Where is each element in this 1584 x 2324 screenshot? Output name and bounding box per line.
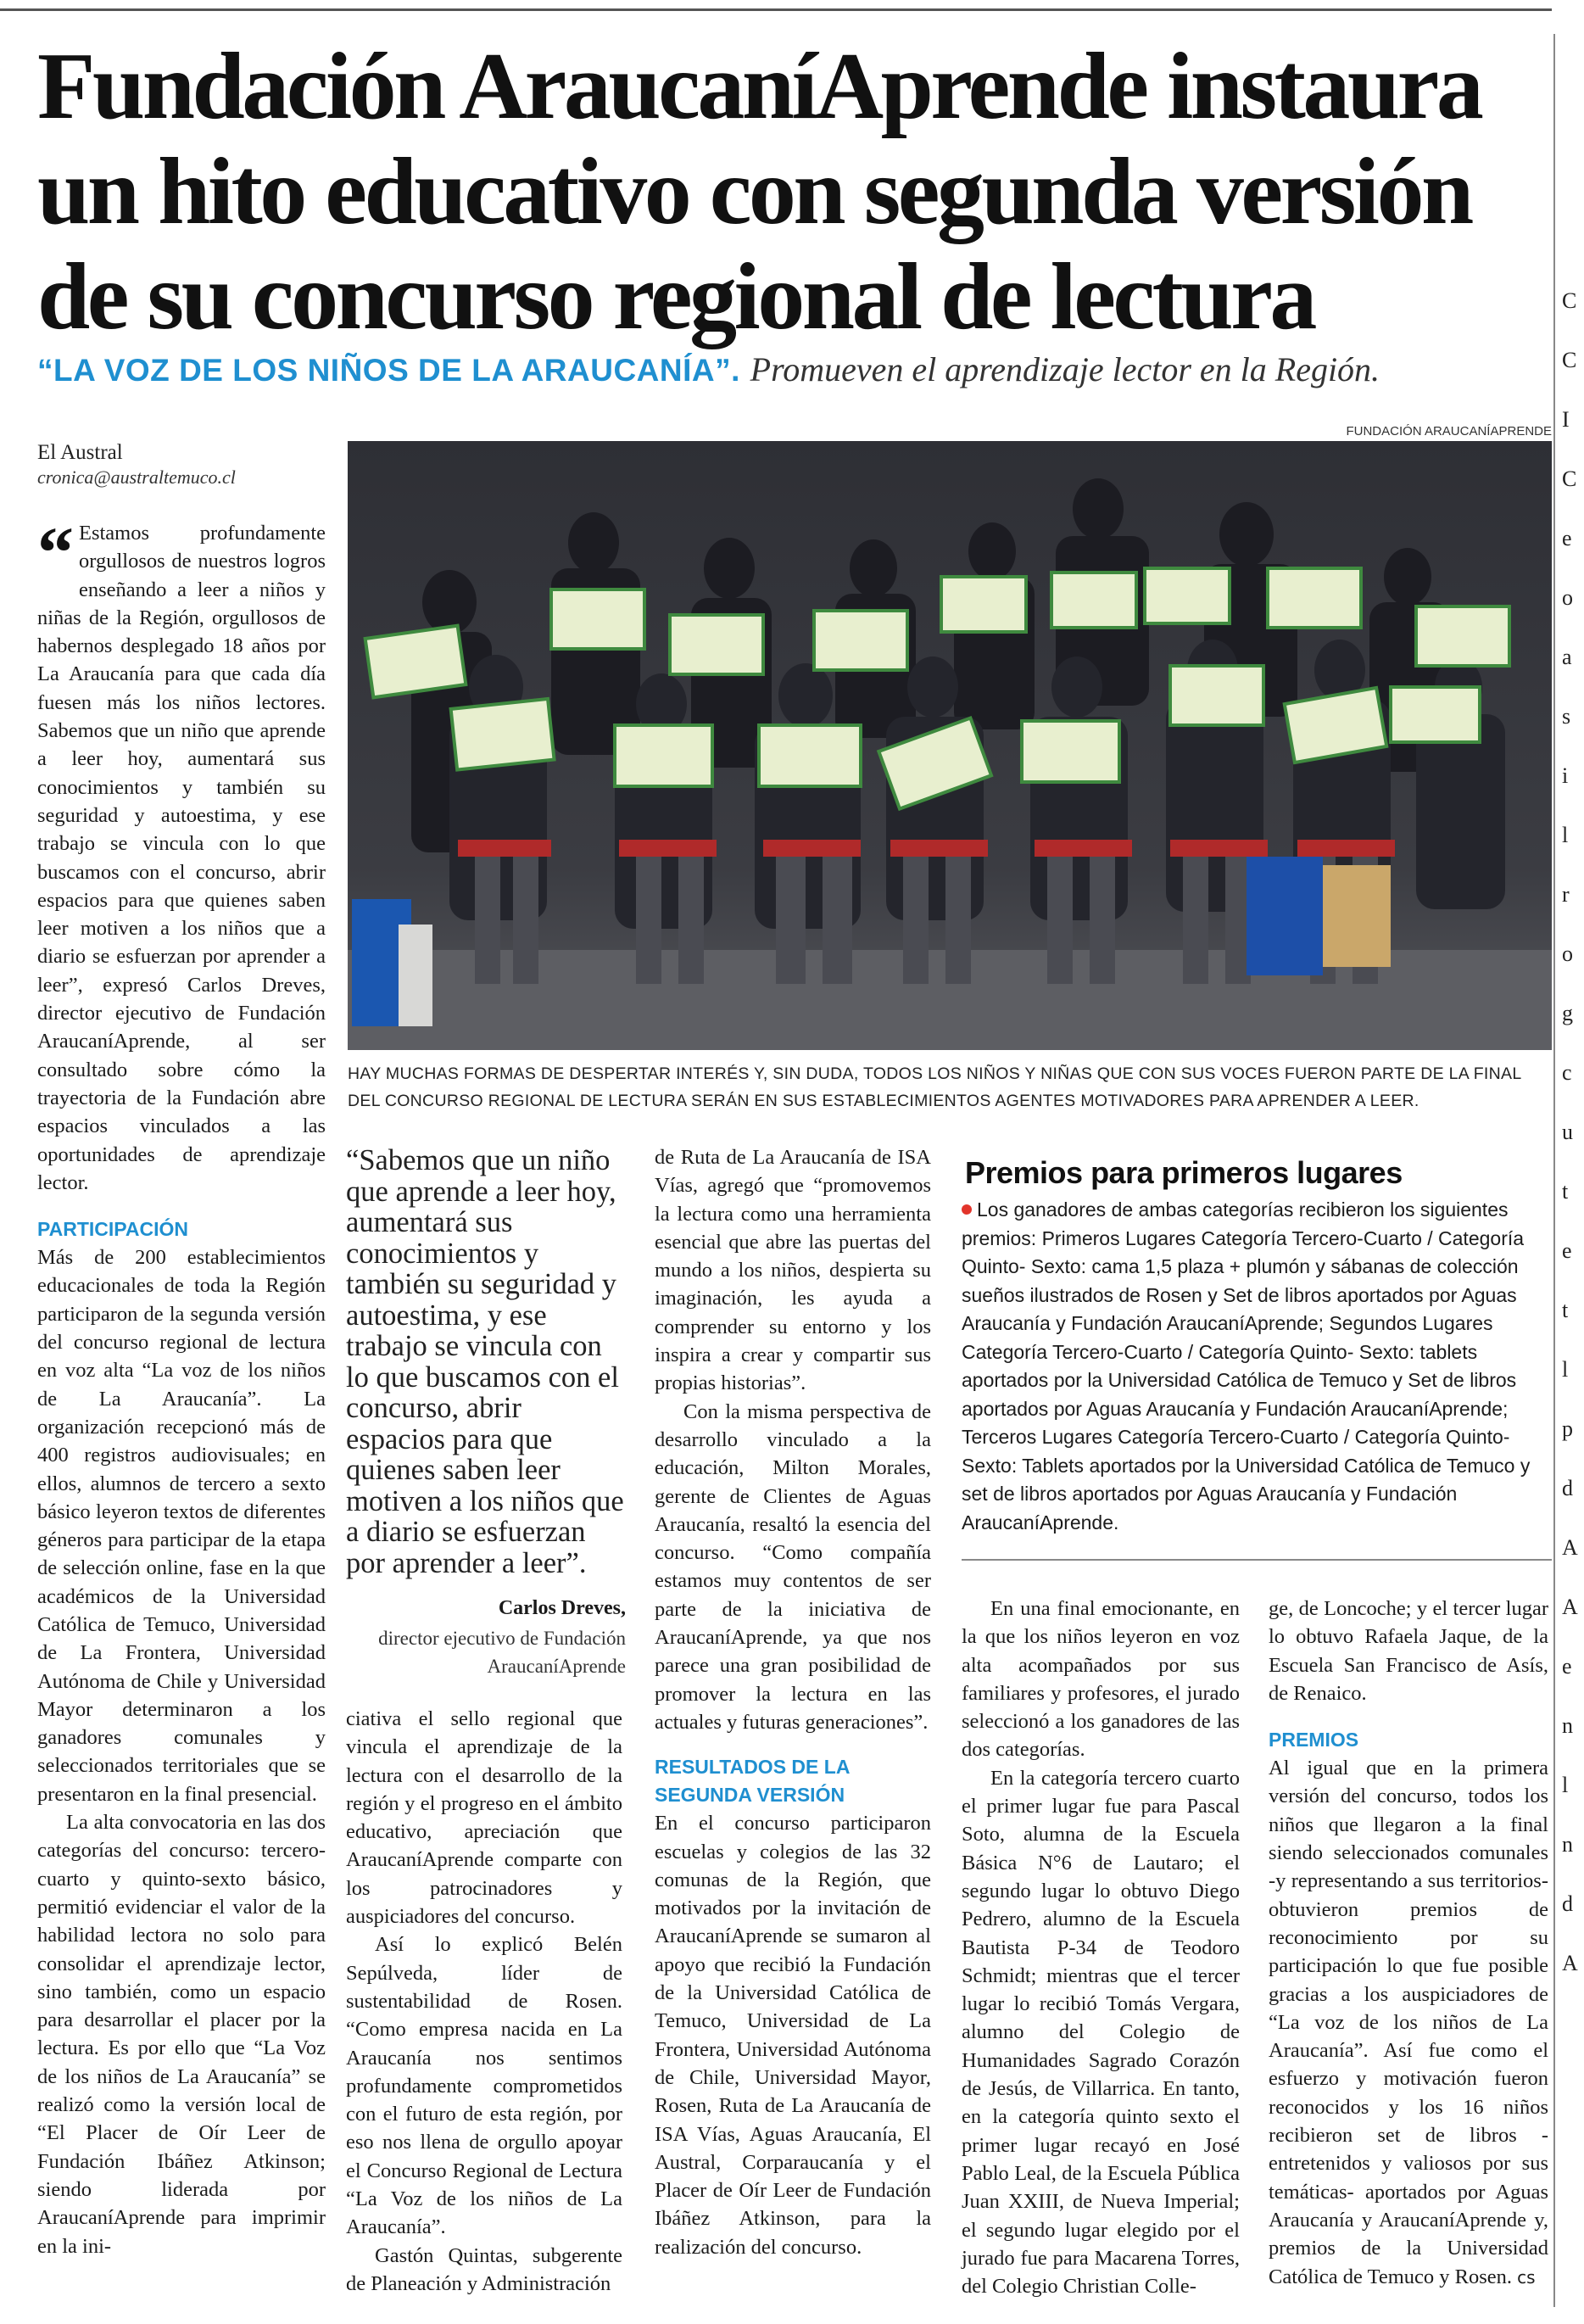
col5-paragraph-2-text: Al igual que en la primera versión del concurso, todos los niños que llegaron a la final siendo seleccionados comunales -y representando a sus territorios- obtuvieron premios de reconocimiento por su participación lo que fue posible gracias a los auspiciadores de “La voz de los niños de La Araucanía”. Así fue como el esfuerzo y motivación fueron reconocidos y los 16 niños recibieron set de libros -entretenidos y valiosos por sus temáticas- aportados por Aguas Araucanía y AraucaníAprende y, premios de la Universidad Católica de Temuco y Rosen. [1269,1757,1548,2288]
col1-paragraph-1: Estamos profundamente orgullosos de nuestros logros enseñando a leer a niños y niñas de la Región, orgullosos de habernos desplegado 18 años por La Araucanía para que cada día fuesen más los niños lectores. Sabemos que un niño que aprende a leer hoy, aumentará sus conocimientos y también su seguridad y autoestima, y ese trabajo se vincula con lo que buscamos con el concurso, abrir espacios para que quienes saben leer motiven a los niños que a diario se esfuerzan por aprender a leer”, expresó Carlos Dreves, director ejecutivo de Fundación AraucaníAprende, al ser consultado sobre cómo la trayectoria de la Fundación abre espacios vinculados a las oportunidades de aprendizaje lector. [37,522,326,1194]
adjacent-letter: A [1562,1595,1578,1619]
adjacent-letter: t [1562,1298,1569,1322]
adjacent-letter: e [1562,526,1572,550]
adjacent-letter: n [1562,1832,1573,1857]
column-1 [37,511,326,2260]
adjacent-letter: r [1562,882,1570,907]
subhead-resultados: RESULTADOS DE LA SEGUNDA VERSIÓN [655,1756,850,1807]
photo-caption: HAY MUCHAS FORMAS DE DESPERTAR INTERÉS Y, SIN DUDA, TODOS LOS NIÑOS Y NIÑAS QUE CON SUS VOCES FUERON PARTE DE LA FINAL DEL CONCURSO REGIONAL DE LECTURA SERÁN EN SUS ESTABLECIMIENTOS AGENTES MOTIVADORES PARA APRENDER A LEER. [348,1064,1521,1110]
deck-kicker: “LA VOZ DE LOS NIÑOS DE LA ARAUCANÍA”. [37,353,740,388]
top-rule [0,8,1552,11]
col1-paragraph-2: Más de 200 establecimientos educacionales de toda la Región participaron de la segunda versión del concurso regional de lectura en voz alta “La voz de los niños de La Araucanía”. La organización recepcionó más de 400 registros audiovisuales; en ellos, alumnos de tercero a sexto básico leyeron textos de diferentes géneros para participar de la etapa de selección online, fase en la que académicos de la Universidad Católica de Temuco, Universidad de La Frontera, Universidad Autónoma de Chile y Universidad Mayor determinaron a los ganadores comunales y seleccionados territoriales que se presentaron en la final presencial. [37,1246,326,1806]
col3-paragraph-2: Con la misma perspectiva de desarrollo vinculado a la educación, Milton Morales, gerente de Clientes de Aguas Araucanía, resaltó la esencia del concurso. “Como compañía estamos muy contentos de ser parte de la iniciativa de AraucaníAprende, ya que nos parece una gran posibilidad de promover la lectura en las actuales y futuras generaciones”. [655,1399,931,1734]
pull-quote-name: Carlos Dreves, [498,1597,626,1619]
adjacent-letter: p [1562,1416,1573,1441]
adjacent-letter: n [1562,1713,1573,1738]
column-5 [1269,1595,1548,2292]
adjacent-letter: u [1562,1120,1573,1144]
col2-paragraph-2: Así lo explicó Belén Sepúlveda, líder de sustentabilidad de Rosen. “Como empresa nacida en La Araucanía nos sentimos profundamente comprometidos con el futuro de esta región, por eso nos llena de orgullo apoyar el Concurso Regional de Lectura “La Voz de los niños de La Araucanía”. [346,1933,622,2239]
adjacent-letter: A [1562,1535,1578,1560]
adjacent-letter: s [1562,704,1571,729]
prizes-box-rule [962,1559,1552,1561]
pull-quote: “Sabemos que un niño que aprende a leer hoy, aumentará sus conocimientos y también su seguridad y autoestima, y ese trabajo se vincula con lo que buscamos con el concurso, abrir espacios para que quienes saben leer motiven a los niños que a diario se esfuerzan por aprender a leer”. [346,1144,624,1579]
byline-name: El Austral [37,441,123,464]
col5-paragraph-1: ge, de Loncoche; y el tercer lugar lo obtuvo Rafaela Jaque, de la Escuela San Francisco de Asís, de Renaico. [1269,1597,1548,1705]
adjacent-letter: C [1562,348,1577,372]
deck-subtitle: Promueven el aprendizaje lector en la Región. [750,350,1380,388]
adjacent-letter: o [1562,585,1573,610]
adjacent-letter: l [1562,1357,1569,1382]
col1-paragraph-3: La alta convocatoria en las dos categorías del concurso: tercero-cuarto y quinto-sexto básico, permitió evidenciar el valor de la habilidad lectora no solo para consolidar el aprendizaje lector, sino también, como un espacio para desarrollar el placer por la lectura. Es por ello que “La Voz de los niños de La Araucanía” se realizó como la versión local de “El Placer de Oír Leer de Fundación Ibáñez Atkinson; siendo liderada por AraucaníAprende para imprimir en la ini- [37,1811,326,2258]
adjacent-letter: d [1562,1476,1573,1500]
adjacent-letter: g [1562,1001,1573,1025]
adjacent-letter: I [1562,407,1570,432]
adjacent-letter: l [1562,823,1569,847]
col2-paragraph-3: Gastón Quintas, subgerente de Planeación y Administración [346,2243,622,2295]
subhead-premios: PREMIOS [1269,1729,1359,1751]
column-3 [655,1143,931,2261]
group-photo-illustration [348,441,1552,1050]
adjacent-letter: l [1562,1773,1569,1797]
column-4 [962,1595,1240,2300]
col4-paragraph-2: En la categoría tercero cuarto el primer lugar fue para Pascal Soto, alumna de la Escuela Básica N°6 de Lautaro; el segundo lugar lo obtuvo Diego Pedrero, alumno de la Escuela Bautista P-34 de Teodoro Schmidt; mientras que el tercer lugar lo recibió Tomás Vergara, alumno del Colegio de Humanidades Sagrado Corazón de Jesús, de Villarrica. En tanto, en la categoría quinto sexto el primer lugar recayó en José Pablo Leal, de la Escuela Pública Juan XXIII, de Nueva Imperial; el segundo lugar elegido por el jurado fue para Macarena Torres, del Colegio Christian Colle- [962,1766,1240,2299]
end-mark-icon: cs [1517,2266,1536,2288]
red-bullet-icon [962,1204,972,1215]
col5-paragraph-2 [1269,1754,1548,2292]
pull-quote-role: director ejecutivo de Fundación AraucaníAprende [378,1628,626,1677]
col3-paragraph-3: En el concurso participaron escuelas y colegios de las 32 comunas de la Región, que motivados por la invitación de AraucaníAprende se sumaron al apoyo que recibió la Fundación de la Universidad Católica de Temuco, Universidad de La Frontera, Universidad Autónoma de Chile, Universidad Mayor, Rosen, Ruta de La Araucanía de ISA Vías, Aguas Araucanía, El Austral, Corparaucanía y el Placer de Oír Leer de Fundación Ibáñez Atkinson, para la realización del concurso. [655,1812,931,2259]
adjacent-letter: A [1562,1951,1578,1975]
adjacent-letter: e [1562,1238,1572,1263]
byline [37,441,236,489]
adjacent-letter: e [1562,1654,1572,1679]
group-photo [348,441,1552,1050]
prizes-box-text: Los ganadores de ambas categorías recibieron los siguientes premios: Primeros Lugares Categoría Tercero-Cuarto / Categoría Quinto- Sexto: cama 1,5 plaza + plumón y sábanas de colección sueños ilustrados de Rosen y Set de libros aportados por Aguas Araucanía y Fundación AraucaníAprende; Segundos Lugares Categoría Tercero-Cuarto / Categoría Quinto- Sexto: tablets aportados por la Universidad Católica de Temuco y Set de libros aportados por Aguas Araucanía y Fundación AraucaníAprende; Terceros Lugares Categoría Tercero-Cuarto / Categoría Quinto- Sexto: Tablets aportados por la Universidad Católica de Temuco y set de libros aportados por Aguas Araucanía y Fundación AraucaníAprende. [962,1198,1531,1534]
adjacent-letter: d [1562,1891,1573,1916]
adjacent-article-strip [1560,34,1584,2316]
adjacent-letter: t [1562,1179,1569,1204]
deck [37,349,1555,389]
opening-quote-mark: “ [37,511,74,593]
adjacent-letter: o [1562,941,1573,966]
adjacent-letter: c [1562,1060,1572,1085]
col4-paragraph-1: En una final emocionante, en la que los niños leyeron en voz alta acompañados por sus familiares y profesores, el jurado seleccionó a los ganadores de las dos categorías. [962,1597,1240,1762]
column-2 [346,1705,622,2298]
photo-credit: FUNDACIÓN ARAUCANÍAPRENDE [1346,424,1552,439]
adjacent-letter: i [1562,763,1569,788]
headline: Fundación AraucaníAprende instaura un hito educativo con segunda versión de su concurso regional de lectura [37,34,1481,349]
col3-paragraph-1: de Ruta de La Araucanía de ISA Vías, agregó que “promovemos la lectura como una herramienta esencial que abre las puertas del mundo a los niños, despierta su imaginación, les ayuda a comprender su entorno y los inspira a crear y compartir sus propias historias”. [655,1146,931,1395]
col2-paragraph-1: ciativa el sello regional que vincula el aprendizaje de la lectura con el desarrollo de la región y el progreso en el ámbito educativo, apreciación que AraucaníAprende comparte con los patrocinadores y auspiciadores del concurso. [346,1707,622,1929]
byline-email[interactable]: cronica@australtemuco.cl [37,466,236,488]
adjacent-letter: C [1562,466,1577,491]
subhead-participacion: PARTICIPACIÓN [37,1218,189,1241]
prizes-box-body [962,1196,1543,1537]
adjacent-letter: a [1562,645,1572,669]
prizes-box-title: Premios para primeros lugares [965,1155,1403,1190]
adjacent-letter: C [1562,288,1577,313]
